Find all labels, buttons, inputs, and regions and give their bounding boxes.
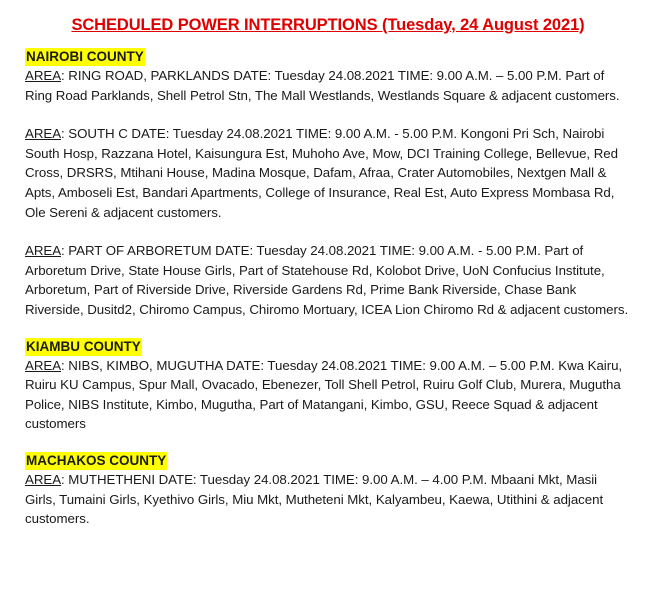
entry-text: : SOUTH C DATE: Tuesday 24.08.2021 TIME: 9.00 A.M. - 5.00 P.M. Kongoni Pri Sch, Nairobi South Hosp, Razzana Hotel, Kaisungura Est, Muhoho Ave, Mow, DCI Training College, Bellevue, Red Cross, DRSRS, Mtihani House, Madina Mosque, Dafam, Afraa, Crater Automobiles, Nextgen Mall & Apts, Amboseli Est, Bandari Apartments, College of Insurance, Real Est, Auto Express Mombasa Rd, Ole Sereni & adjacent customers. <box>25 126 618 220</box>
page-title: SCHEDULED POWER INTERRUPTIONS (Tuesday, 24 August 2021) <box>71 16 585 34</box>
outage-entry <box>25 241 631 319</box>
area-label: AREA <box>25 243 62 259</box>
entry-text: : PART OF ARBORETUM DATE: Tuesday 24.08.2021 TIME: 9.00 A.M. - 5.00 P.M. Part of Arboretum Drive, State House Girls, Part of Statehouse Rd, Kolobot Drive, UoN Confucius Institute, Arboretum, Part of Riverside Drive, Riverside Gardens Rd, Prime Bank Riverside, Chase Bank Riverside, Dusitd2, Chiromo Campus, Chiromo Mortuary, ICEA Lion Chiromo Rd & adjacent customers. <box>25 243 629 317</box>
county-heading: KIAMBU COUNTY <box>26 338 141 354</box>
area-label: AREA <box>25 126 62 142</box>
county-section-nairobi <box>25 48 631 320</box>
area-label: AREA <box>25 68 62 83</box>
outage-entry <box>25 356 631 434</box>
entry-text: : MUTHETHENI DATE: Tuesday 24.08.2021 TIME: 9.00 A.M. – 4.00 P.M. Mbaani Mkt, Masii Girls, Tumaini Girls, Kyethivo Girls, Miu Mkt, Mutheteni Mkt, Kalyambeu, Kaewa, Utithini & adjacent customers. <box>25 471 604 527</box>
outage-entry <box>25 470 631 529</box>
area-label: AREA <box>25 357 62 373</box>
area-label: AREA <box>25 471 62 487</box>
entry-text: : RING ROAD, PARKLANDS DATE: Tuesday 24.08.2021 TIME: 9.00 A.M. – 5.00 P.M. Part of Ring Road Parklands, Shell Petrol Stn, The Mall Westlands, Westlands Square & adjacent customers. <box>25 68 620 103</box>
county-section-machakos <box>25 452 631 529</box>
county-section-kiambu <box>25 338 631 434</box>
county-heading: NAIROBI COUNTY <box>26 49 144 64</box>
entry-text: : NIBS, KIMBO, MUGUTHA DATE: Tuesday 24.08.2021 TIME: 9.00 A.M. – 5.00 P.M. Kwa Kairu, Ruiru KU Campus, Spur Mall, Ovacado, Ebenezer, Toll Shell Petrol, Ruiru Golf Club, Murera, Mugutha Police, NIBS Institute, Kimbo, Mugutha, Part of Matangani, Kimbo, GSU, Reece Squad & adjacent customers <box>25 357 623 432</box>
county-heading: MACHAKOS COUNTY <box>26 452 167 468</box>
outage-entry <box>25 124 631 222</box>
outage-entry <box>25 66 631 105</box>
